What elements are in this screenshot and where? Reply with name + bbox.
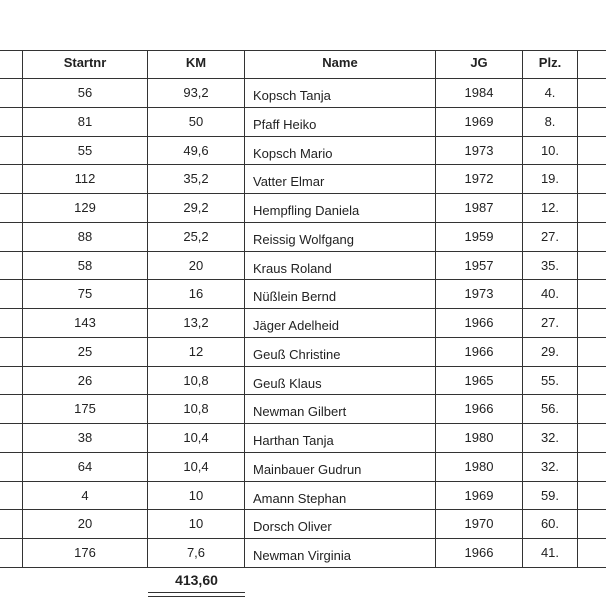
startnr-cell: 112: [23, 165, 148, 194]
plz-cell: 41.: [523, 539, 578, 568]
name-cell: Nüßlein Bernd: [245, 280, 436, 309]
startnr-cell: 64: [23, 453, 148, 482]
jg-cell: 1969: [436, 108, 523, 137]
jg-cell: 1966: [436, 338, 523, 367]
name-cell: Amann Stephan: [245, 482, 436, 511]
km-cell: 25,2: [148, 223, 245, 252]
km-cell: 50: [148, 108, 245, 137]
name-cell: Vatter Elmar: [245, 165, 436, 194]
km-cell: 10,8: [148, 367, 245, 396]
startnr-cell: 26: [23, 367, 148, 396]
plz-header: Plz.: [523, 51, 578, 79]
startnr-cell: 4: [23, 482, 148, 511]
extra-cell: [578, 137, 606, 166]
plz-cell: 55.: [523, 367, 578, 396]
km-cell: 12: [148, 338, 245, 367]
startnr-cell: 20: [23, 510, 148, 539]
name-cell: Kopsch Mario: [245, 137, 436, 166]
extra-header: [578, 51, 606, 79]
extra-cell: [578, 108, 606, 137]
row-label: [0, 424, 23, 453]
name-cell: Newman Gilbert: [245, 395, 436, 424]
name-cell: Geuß Christine: [245, 338, 436, 367]
jg-cell: 1980: [436, 453, 523, 482]
jg-cell: 1966: [436, 395, 523, 424]
name-cell: Hempfling Daniela: [245, 194, 436, 223]
plz-cell: 32.: [523, 424, 578, 453]
km-cell: 93,2: [148, 79, 245, 108]
extra-cell: [578, 424, 606, 453]
jg-cell: 1969: [436, 482, 523, 511]
total-underline-2: [148, 596, 245, 597]
plz-cell: 19.: [523, 165, 578, 194]
plz-cell: 12.: [523, 194, 578, 223]
plz-cell: 32.: [523, 453, 578, 482]
extra-cell: [578, 165, 606, 194]
startnr-cell: 75: [23, 280, 148, 309]
km-cell: 13,2: [148, 309, 245, 338]
row-label: [0, 165, 23, 194]
name-cell: Kraus Roland: [245, 252, 436, 281]
km-cell: 10: [148, 510, 245, 539]
km-cell: 10,8: [148, 395, 245, 424]
name-cell: Reissig Wolfgang: [245, 223, 436, 252]
plz-cell: 40.: [523, 280, 578, 309]
startnr-cell: 176: [23, 539, 148, 568]
plz-cell: 10.: [523, 137, 578, 166]
plz-cell: 4.: [523, 79, 578, 108]
row-label: [0, 338, 23, 367]
km-cell: 10,4: [148, 424, 245, 453]
km-header: KM: [148, 51, 245, 79]
jg-cell: 1980: [436, 424, 523, 453]
startnr-cell: 25: [23, 338, 148, 367]
startnr-cell: 58: [23, 252, 148, 281]
extra-cell: [578, 280, 606, 309]
row-label: [0, 223, 23, 252]
plz-cell: 8.: [523, 108, 578, 137]
total-underline-1: [148, 592, 245, 593]
extra-cell: [578, 482, 606, 511]
row-label: [0, 539, 23, 568]
jg-cell: 1970: [436, 510, 523, 539]
extra-cell: [578, 338, 606, 367]
plz-cell: 60.: [523, 510, 578, 539]
startnr-cell: 88: [23, 223, 148, 252]
jg-cell: 1987: [436, 194, 523, 223]
extra-cell: [578, 223, 606, 252]
name-cell: Mainbauer Gudrun: [245, 453, 436, 482]
jg-cell: 1966: [436, 539, 523, 568]
name-cell: Geuß Klaus: [245, 367, 436, 396]
km-cell: 10,4: [148, 453, 245, 482]
extra-cell: [578, 79, 606, 108]
row-label: [0, 510, 23, 539]
extra-cell: [578, 252, 606, 281]
plz-cell: 29.: [523, 338, 578, 367]
jg-cell: 1973: [436, 137, 523, 166]
extra-cell: [578, 395, 606, 424]
startnr-cell: 143: [23, 309, 148, 338]
row-label: [0, 108, 23, 137]
jg-cell: 1965: [436, 367, 523, 396]
extra-cell: [578, 367, 606, 396]
row-label: [0, 280, 23, 309]
km-cell: 35,2: [148, 165, 245, 194]
jg-cell: 1966: [436, 309, 523, 338]
startnr-cell: 81: [23, 108, 148, 137]
extra-cell: [578, 510, 606, 539]
row-label: [0, 367, 23, 396]
total-km: 413,60: [175, 572, 218, 588]
extra-cell: [578, 539, 606, 568]
extra-cell: [578, 309, 606, 338]
name-cell: Jäger Adelheid: [245, 309, 436, 338]
jg-cell: 1957: [436, 252, 523, 281]
startnr-cell: 129: [23, 194, 148, 223]
plz-cell: 27.: [523, 309, 578, 338]
name-cell: Newman Virginia: [245, 539, 436, 568]
startnr-cell: 55: [23, 137, 148, 166]
plz-cell: 56.: [523, 395, 578, 424]
startnr-cell: 56: [23, 79, 148, 108]
row-label: [0, 252, 23, 281]
row-label: [0, 482, 23, 511]
jg-cell: 1972: [436, 165, 523, 194]
name-cell: Dorsch Oliver: [245, 510, 436, 539]
startnr-cell: 175: [23, 395, 148, 424]
km-cell: 49,6: [148, 137, 245, 166]
km-cell: 7,6: [148, 539, 245, 568]
name-cell: Harthan Tanja: [245, 424, 436, 453]
startnr-cell: 38: [23, 424, 148, 453]
row-label: [0, 137, 23, 166]
km-cell: 16: [148, 280, 245, 309]
plz-cell: 27.: [523, 223, 578, 252]
row-label: [0, 395, 23, 424]
name-cell: Kopsch Tanja: [245, 79, 436, 108]
name-header: Name: [245, 51, 436, 79]
jg-header: JG: [436, 51, 523, 79]
row-label: [0, 194, 23, 223]
extra-cell: [578, 194, 606, 223]
row-label: [0, 309, 23, 338]
name-cell: Pfaff Heiko: [245, 108, 436, 137]
km-cell: 29,2: [148, 194, 245, 223]
startnr-header: Startnr: [23, 51, 148, 79]
extra-cell: [578, 453, 606, 482]
row-label: [0, 453, 23, 482]
total-km-block: [148, 572, 245, 590]
jg-cell: 1973: [436, 280, 523, 309]
jg-cell: 1984: [436, 79, 523, 108]
jg-cell: 1959: [436, 223, 523, 252]
km-cell: 10: [148, 482, 245, 511]
km-cell: 20: [148, 252, 245, 281]
plz-cell: 59.: [523, 482, 578, 511]
plz-cell: 35.: [523, 252, 578, 281]
row-label: [0, 79, 23, 108]
blank-header: [0, 51, 23, 79]
